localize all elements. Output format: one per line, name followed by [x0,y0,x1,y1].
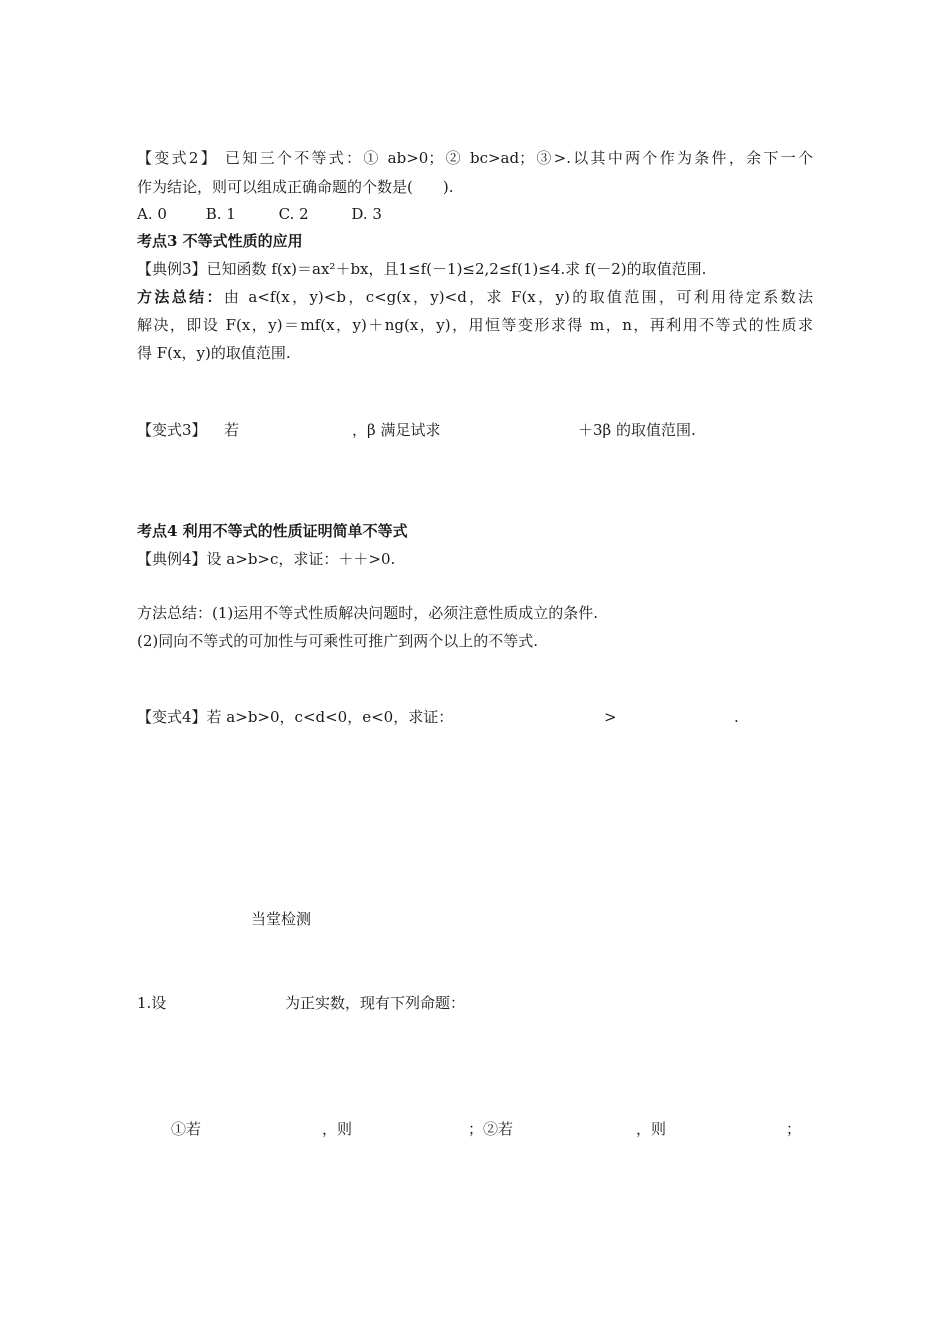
bianshi2-label: 【变式2】 [137,149,218,167]
q1-clause5: ； [786,1120,802,1138]
option-b: B. 1 [205,205,236,223]
method3-line2: 解决，即设 F(x，y)＝mf(x，y)＋ng(x，y)，用恒等变形求得 m，n，再利用不等式的性质求 [137,316,813,334]
q1-clause1: ①若 [171,1120,202,1138]
dianli3-text: 已知函数 f(x)＝ax²＋bx，且1≤f(－1)≤2,2≤f(1)≤4.求 f(－2)的取值范围. [206,260,707,278]
dianli3-label: 【典例3】 [137,260,207,278]
q1-clause2: ，则 [322,1120,353,1138]
option-a: A. 0 [137,205,167,223]
bianshi4-gt: > [604,708,617,726]
q1-tail: 为正实数，现有下列命题： [285,994,466,1012]
method4-line2: (2)同向不等式的可加性与可乘性可推广到两个以上的不等式. [137,632,539,650]
bianshi2-line2: 作为结论，则可以组成正确命题的个数是( ). [137,178,454,196]
bianshi2-line1 [137,148,813,168]
bianshi4-period: . [734,708,739,726]
kaodian3-heading: 考点3 不等式性质的应用 [137,232,303,250]
bianshi2-text: 已知三个不等式：① ab>0；② bc>ad；③>.以其中两个作为条件，余下一个 [225,149,813,167]
q1-clause4: ，则 [636,1120,667,1138]
method4-line1: 方法总结：(1)运用不等式性质解决问题时，必须注意性质成立的条件. [137,604,599,622]
bianshi3-part1: 若 [224,421,240,439]
dangtang-heading: 当堂检测 [251,910,312,928]
method3-label: 方法总结： [137,288,224,306]
bianshi2-options [137,204,382,224]
bianshi3-label: 【变式3】 [137,421,207,439]
dianli3 [137,259,706,279]
bianshi4-text: 【变式4】若 a>b>0，c<d<0，e<0，求证： [137,708,454,726]
option-c: C. 2 [278,205,309,223]
option-d: D. 3 [351,205,382,223]
kaodian4-heading: 考点4 利用不等式的性质证明简单不等式 [137,522,408,540]
bianshi3-part3: ＋3β 的取值范围. [578,421,696,439]
bianshi3-part2: ，β 满足试求 [352,421,441,439]
method3-line1 [137,287,813,307]
method3-text1: 由 a<f(x，y)<b，c<g(x，y)<d，求 F(x，y)的取值范围，可利用待定系数法 [223,288,813,306]
q1-num: 1.设 [137,994,167,1012]
dianli4: 【典例4】设 a>b>c，求证：＋＋>0. [137,550,396,568]
q1-clause3: ；②若 [468,1120,514,1138]
method3-line3: 得 F(x，y)的取值范围. [137,344,291,362]
